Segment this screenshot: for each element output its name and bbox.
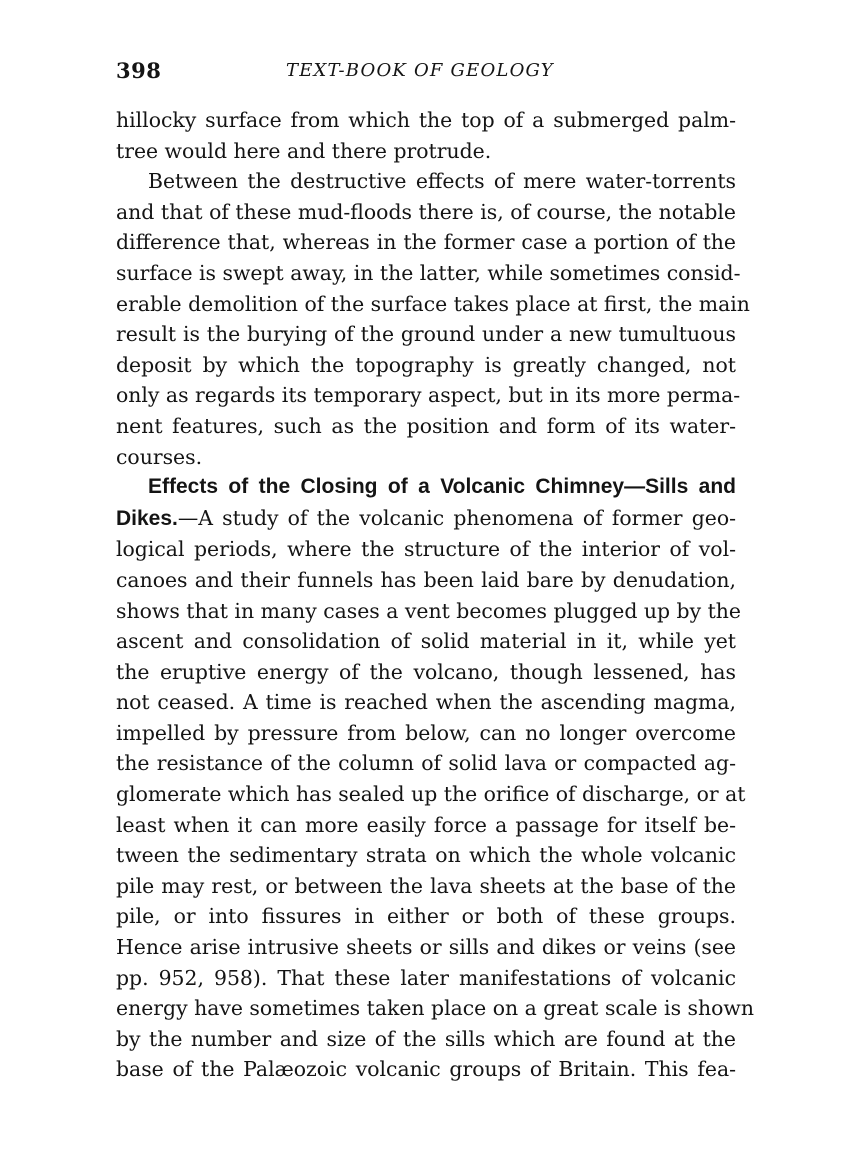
page-header bbox=[116, 58, 736, 88]
text-line: hillocky surface from which the top of a submerged palm- bbox=[116, 108, 736, 132]
text-line: tree would here and there protrude. bbox=[116, 138, 492, 163]
text-line: least when it can more easily force a passage for itself be- bbox=[116, 812, 736, 837]
text-line: base of the Palæozoic volcanic groups of Britain. This fea- bbox=[116, 1057, 736, 1082]
text-line: logical periods, where the structure of the interior of vol- bbox=[116, 537, 736, 562]
paragraph-1 bbox=[116, 105, 736, 166]
text-line: canoes and their funnels has been laid bare by denudation, bbox=[116, 567, 736, 592]
text-line: glomerate which has sealed up the orifice of discharge, or at bbox=[116, 782, 746, 807]
body-text bbox=[116, 105, 754, 1085]
text-line: by the number and size of the sills which are found at the bbox=[116, 1026, 736, 1051]
text-line: difference that, whereas in the former case a portion of the bbox=[116, 230, 736, 255]
text-line: the resistance of the column of solid lava or compacted ag- bbox=[116, 751, 736, 776]
text-line: courses. bbox=[116, 444, 203, 469]
text-line: surface is swept away, in the latter, while sometimes consid- bbox=[116, 260, 741, 285]
text-line: erable demolition of the surface takes place at first, the main bbox=[116, 291, 750, 316]
page-number: 398 bbox=[116, 58, 162, 83]
text-line: ascent and consolidation of solid material in it, while yet bbox=[116, 629, 736, 654]
section-heading-cont: Dikes. bbox=[116, 506, 178, 530]
text-line: pile may rest, or between the lava sheets at the base of the bbox=[116, 873, 736, 898]
paragraph-3 bbox=[116, 472, 754, 1085]
text-line-cont: —A study of the volcanic phenomena of former geo- bbox=[177, 505, 736, 530]
text-line: impelled by pressure from below, can no longer overcome bbox=[116, 720, 736, 745]
text-line: Hence arise intrusive sheets or sills and dikes or veins (see bbox=[116, 935, 736, 960]
section-heading: Effects of the Closing of a Volcanic Chimney—Sills and bbox=[148, 475, 736, 499]
text-line: not ceased. A time is reached when the ascending magma, bbox=[116, 690, 736, 715]
text-line: shows that in many cases a vent becomes plugged up by the bbox=[116, 598, 741, 623]
text-line: result is the burying of the ground under a new tumultuous bbox=[116, 322, 736, 347]
text-line: only as regards its temporary aspect, but in its more perma- bbox=[116, 383, 741, 408]
text-line: tween the sedimentary strata on which the whole volcanic bbox=[116, 843, 736, 868]
text-line: Between the destructive effects of mere water-torrents bbox=[148, 169, 736, 194]
text-line: nent features, such as the position and form of its water- bbox=[116, 413, 736, 438]
paragraph-2 bbox=[116, 166, 750, 472]
text-line: and that of these mud-floods there is, of course, the notable bbox=[116, 199, 736, 224]
text-line: pp. 952, 958). That these later manifestations of volcanic bbox=[116, 965, 736, 990]
text-line bbox=[116, 503, 736, 535]
text-line: pile, or into fissures in either or both of these groups. bbox=[116, 904, 736, 929]
text-line: deposit by which the topography is greatly changed, not bbox=[116, 352, 736, 377]
text-line: energy have sometimes taken place on a great scale is shown bbox=[116, 996, 754, 1021]
text-line: the eruptive energy of the volcano, though lessened, has bbox=[116, 659, 736, 684]
running-title: TEXT-BOOK OF GEOLOGY bbox=[286, 60, 554, 81]
